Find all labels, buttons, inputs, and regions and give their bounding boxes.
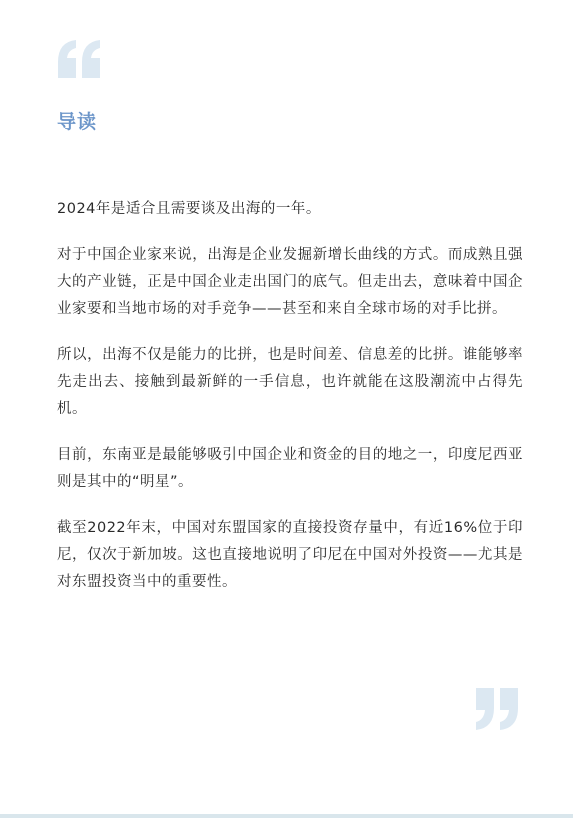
paragraph: 目前，东南亚是最能够吸引中国企业和资金的目的地之一，印度尼西亚则是其中的“明星”。 xyxy=(57,447,523,490)
footer-bar xyxy=(0,814,573,818)
paragraph: 截至2022年末，中国对东盟国家的直接投资存量中，有近16%位于印尼，仅次于新加坡。这也直接地说明了印尼在中国对外投资——尤其是对东盟投资当中的重要性。 xyxy=(57,520,523,590)
quote-open-icon xyxy=(56,36,104,96)
paragraph: 2024年是适合且需要谈及出海的一年。 xyxy=(57,201,321,217)
article-body xyxy=(57,196,523,615)
section-heading: 导读 xyxy=(57,111,98,133)
quote-close-icon xyxy=(474,684,522,744)
paragraph: 所以，出海不仅是能力的比拼，也是时间差、信息差的比拼。谁能够率先走出去、接触到最新鲜的一手信息，也许就能在这股潮流中占得先机。 xyxy=(57,347,523,417)
paragraph: 对于中国企业家来说，出海是企业发掘新增长曲线的方式。而成熟且强大的产业链，正是中国企业走出国门的底气。但走出去，意味着中国企业家要和当地市场的对手竞争——甚至和来自全球市场的对手比拼。 xyxy=(57,247,523,317)
